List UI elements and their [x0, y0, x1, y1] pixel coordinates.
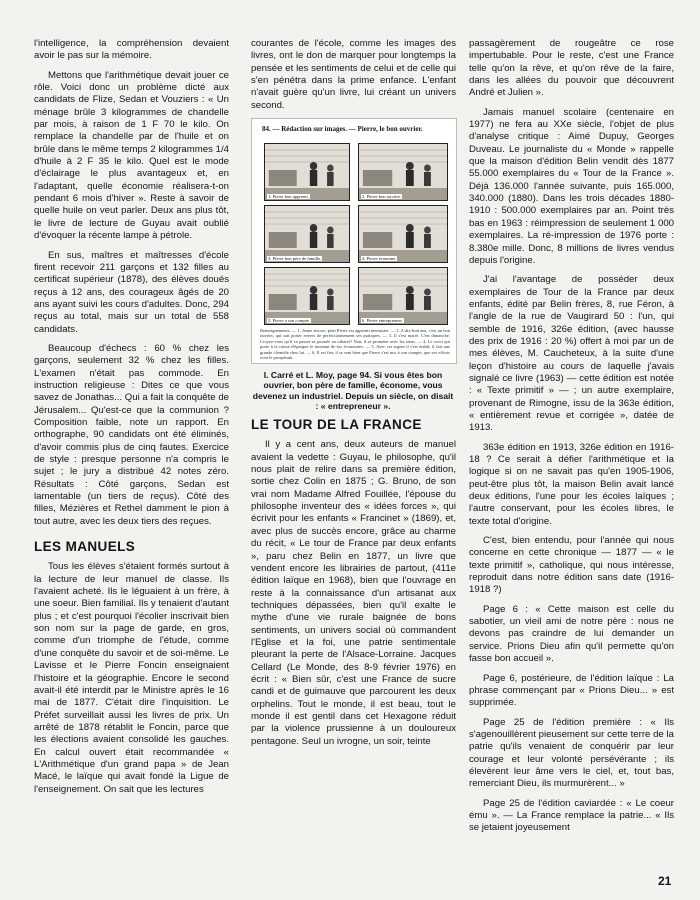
paragraph: Il y a cent ans, deux auteurs de manuel avaient la vedette : Guyau, le philosophe, qu'il nous plait de relire dans sa première édition, sortie chez Colin en 1875 ; G. Bruno, de son vrai nom Madame Alfred Fouillée, l'épouse du philosophe inventeur des « idées forces », qui écrivit pour les enfants « Francinet » (1869), et, avec plus de succès encore, grâce au charme du récit, « Le tour de France par deux enfants », paru chez Belin en 1877, un livre que vendent encore les librairies de partout, (411e édition laïque en 1968), bien que l'ouvrage en reste à la connaissance d'un artisanat aux techniques dépassées, bien qu'il exalte le mythe d'une vie rurale baignée de bons sentiments, un univers social où commandent l'Eglise et la foi, une patrie sentimentale pleurant la perte de l'Alsace-Lorraine. Jacques Cellard (Le Monde, des 8-9 février 1976) en écrit : « Bien sûr, c'est une France de sucre candi et de guimauve que parcourent les deux orphelins. Tout le monde, il est beau, tout le monde il est gentil dans cet Hexagone réduit par la violence prussienne à un douloureux pentagone. Seul un ivrogne, un soir, teinte	[251, 439, 456, 747]
paragraph: C'est, bien entendu, pour l'année qui nous concerne en cette chronique — 1877 — « le texte primitif », catholique, qui nous intéresse, reproduit dans notre édition sans date (1916-1918 ?)	[469, 535, 674, 596]
section-heading: LES MANUELS	[34, 539, 136, 555]
paragraph: Jamais manuel scolaire (centenaire en 1977) ne fera au XXe siècle, l'objet de plus d'analyse critique : Aimé Dupuy, Georges Duveau. Le journaliste du « Monde » rappelle que la maison d'édition Belin vendit dès 1877 55.000 exemplaires du « Tour de la France ». Déjà 136.000 l'année suivante, puis 165.000, 340.000 (1880). Dans les trois décades 1880-1910 : 500.000 exemplaires par an. Point très bas en 1963 : réimpression de seulement 1 000 exemplaires. La ré-impression de 1976 porte : 8.380e mille. Donc, 8 millions de livres vendus depuis l'origine.	[469, 106, 674, 266]
figure-caption: I. Carré et L. Moy, page 94. Si vous êtes bon ouvrier, bon père de famille, économe, vous devenez un industriel. Depuis un siècle, on disait : « entrepreneur ».	[252, 370, 454, 411]
figure-text: Renseignements. — 1. Jeune encore, petit Pierre est apprenti menuisier. — 2. A dix-huit ans, c'est un bon ouvrier, qui sait porter envers de perfectionnement ses pratiques. — 3. Il s'est marié. C'est dimanche. Croyez-vous qu'il va passer sa journée au cabaret? Non; il se promène avec les siens. — 4. Le voici qui porte à la caisse d'épargne le montant de ses économies. — 5. Avec cet argent il s'est établi; il fait une grande clientèle chez lui. — 6. Il est fier, il se sent bien que Pierre s'est mis à son compte, que ses efforts vont le prospérant.	[260, 328, 450, 361]
section-heading: LE TOUR DE LA FRANCE	[251, 417, 422, 433]
paragraph: Mettons que l'arithmétique devait jouer ce rôle. Voici donc un problème dicté aux candidats de Flize, Sedan et Vouziers : « Un ménage brûle 3 kilogrammes de chandelle par mois, à raison de 1 F 70 le kilo. On remplace la chandelle par de l'huile et on brûle dans le même temps 2 kilogrammes 1/4 d'huile à 2 F 35 le kilo. Quel est le mode d'éclairage le plus avantageux et, en l'adaptant, quelle économie réalisera-t-on pendant 6 mois d'hiver ». Reste à savoir de quelle huile on veut parler. Deux ans plus tôt, le livre de lecture de Guyau avait oublié d'évoquer la récente lampe à pétrole.	[34, 69, 229, 242]
paragraph: Page 25 de l'édition caviardée : « Le coeur ému ». — La France remplace la patrie... « Ils se jetaient joyeusement	[469, 797, 674, 834]
engraving-panel	[264, 267, 350, 325]
column-3	[469, 38, 674, 835]
engraving-panel	[264, 205, 350, 263]
paragraph: passagèrement de rougeâtre ce rose impertubable. Pour le reste, c'est une France telle qu'on la rêve, et qu'on rêve de la faire, dans les allées du pouvoir que découvrent André et Julien ».	[469, 38, 674, 99]
page-number: 21	[658, 874, 672, 888]
paragraph: Page 25 de l'édition première : « Ils s'agenouillèrent pieusement sur cette terre de la patrie qu'ils venaient de conquérir par leur courage et leur volonté persévérante ; ils élevèrent leur âme vers le ciel, et, tout bas, remerciant Dieu, ils murmurèrent... »	[469, 716, 674, 790]
paragraph: courantes de l'école, comme les images des livres, ont le don de marquer pour longtemps la pensée et les sentiments de celui et de celle qui s'en pénétra dans la prime enfance. L'enfant n'avait guère qu'un livre, lui créant un univers second.	[251, 38, 456, 111]
column-2	[251, 38, 456, 748]
paragraph: En sus, maîtres et maîtresses d'école firent recevoir 211 garçons et 132 filles au certificat supérieur (1878), des élèves doués reçus à 12 ans, des courageux âgés de 20 ans ayant suivi les cours d'adultes. Donc, 294 reçus au total, mais sur un total de 558 candidats.	[34, 249, 229, 335]
paragraph: Beaucoup d'échecs : 60 % chez les garçons, seulement 32 % chez les filles. L'examen n'était pas commode. En instruction religieuse : Dites ce que vous savez de Jonathas... Qui a fait la conquête de Jérusalem... Qu'est-ce que la communion ? Composition faible, note un rapport. En orthographe, 90 candidats ont été éliminés, d'avoir commis plus de cinq fautes. Exercice de style : presque personne n'a compris le sujet ; le jury a distribué 42 notes zéro. Résultats : Côté garçons, Sedan est lamentable (un tiers de reçus). Côté des filles, Mézières et Rethel damment le pion à tout autre, avec les deux tiers des reçues.	[34, 342, 229, 527]
paragraph: 363e édition en 1913, 326e édition en 1916-18 ? Ce serait à défier l'arithmétique et la logique si on ne savait pas qu'en 1905-1906, peut-être plus tôt, la maison Belin avait lancé deux éditions, l'une pour les écoles laïques ; l'autre conservant, pour les écoles libres, le texte total d'origine.	[469, 441, 674, 527]
paragraph: Page 6, postérieure, de l'édition laïque : La phrase commençant par « Prions Dieu... » est supprimée.	[469, 672, 674, 709]
paragraph: J'ai l'avantage de posséder deux exemplaires de Tour de la France par deux enfants, édité par Belin frères, 8, rue Féron, à l'angle de la rue de Vaugirard 50 : l'un, qui semble de 1916, 326e édition, (avec hausse des prix de 1916 : 20 %) offert à moi par un de mes élèves, M. Caucheteux, à la suite d'une leçon d'histoire au cours de laquelle j'avais signalé ce livre (1963) — cette édition est notée : « Texte primitif » — ; un autre exemplaire, provenant de Rimogne, issu de la 363e édition, « entièrement revue et corrigée », datée de 1913.	[469, 274, 674, 434]
engraving-plate	[251, 118, 457, 364]
panel-label: 4. Pierre économe.	[362, 256, 397, 262]
engraving-panel	[358, 205, 448, 263]
column-1	[34, 38, 229, 796]
panel-label: 1. Pierre bon apprenti.	[268, 194, 309, 200]
paragraph: Tous les élèves s'étaient formés surtout à la lecture de leur manuel de classe. Ils l'avaient acheté. Ils le léguaient à un frère, à une soeur. Bien familial. Ils y tenaient d'autant plus ; et c'est pourquoi l'écolier inscrivait bien son nom sur la page de garde, en gros, comme d'un triomphe de l'étude, comme d'une conquête du savoir et de soi-même. Le Lavisse et le Pierre Foncin enseignaient l'histoire et la géographie. Encore le second avait-il été interdit par le Ministre après le 16 mai de 1877. C'était dire l'inquisition. Le Préfet surveillait aussi les livres de prix. Un arrêté de 1878 rétablit le Foncin, parce que les élections avaient consolidé les gauches. En calcul ouvert était recommandée « L'Arithmétique d'un grand papa » de Jean Macé, le laïque qui avait fondé la Ligue de l'enseignement. On sait que les lectures	[34, 561, 229, 795]
panel-label: 2. Pierre bon ouvrier.	[362, 194, 401, 200]
panel-label: 3. Pierre bon père de famille.	[268, 256, 322, 262]
engraving-panel	[358, 267, 448, 325]
figure-title: 84. — Rédaction sur images. — Pierre, le bon ouvrier.	[262, 125, 423, 134]
panel-label: 5. Pierre a son compte.	[268, 318, 311, 324]
panel-label: 6. Pierre entrepreneur.	[362, 318, 403, 324]
engraving-panel	[264, 143, 350, 201]
paragraph: Page 6 : « Cette maison est celle du sabotier, un vieil ami de notre père : nous ne devons pas craindre de lui demander un service. Prions Dieu afin qu'il permette qu'on fasse bon accueil ».	[469, 603, 674, 665]
engraving-panel	[358, 143, 448, 201]
paragraph: l'intelligence, la compréhension devaient avoir le pas sur la mémoire.	[34, 38, 229, 62]
illustration-figure	[251, 118, 457, 411]
